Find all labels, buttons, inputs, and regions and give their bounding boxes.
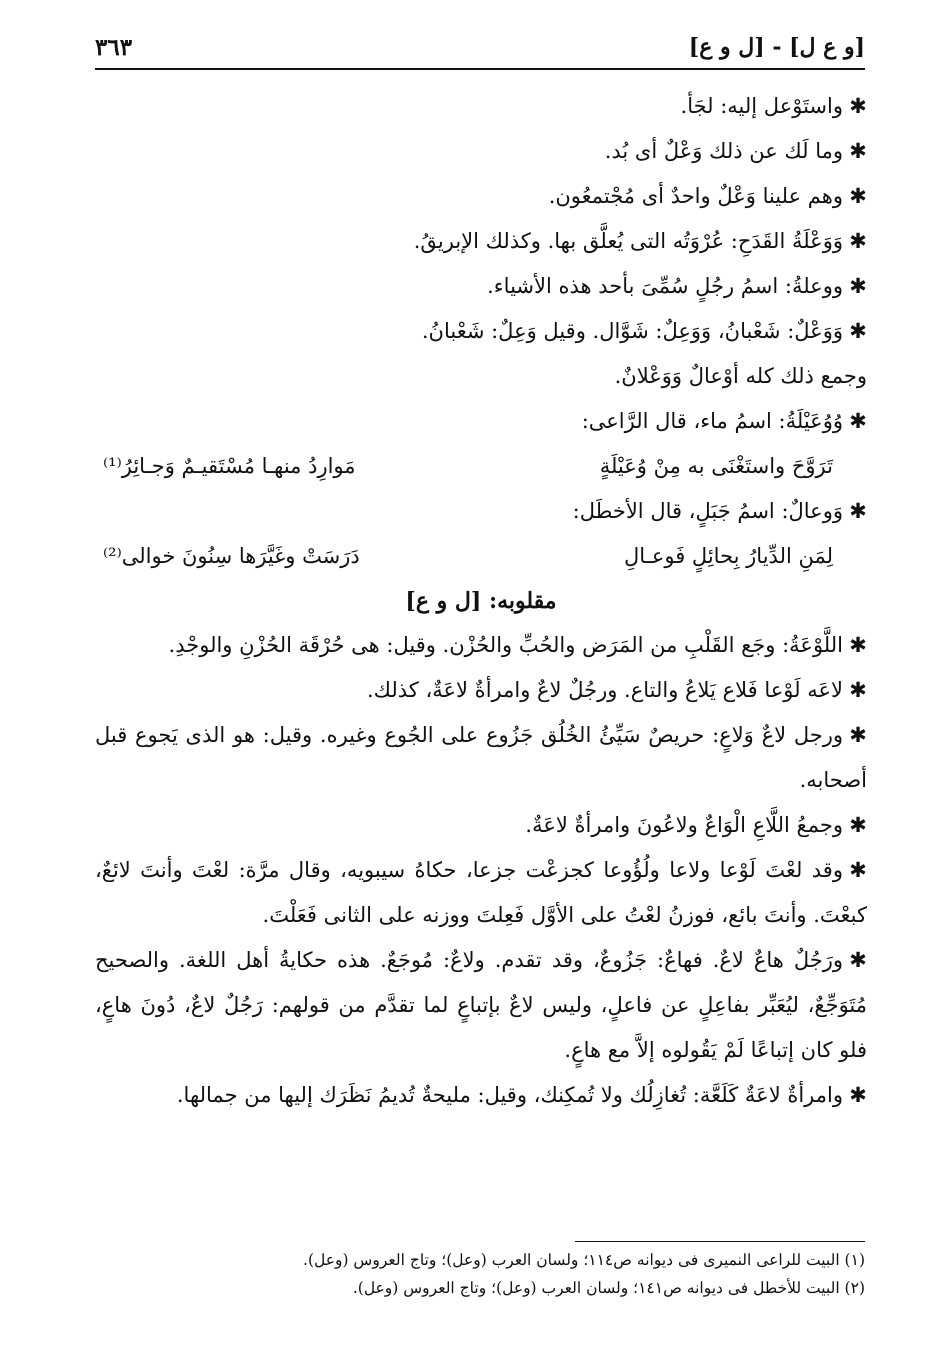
entry-text: وَوعالٌ: اسمُ جَبَلٍ، قال الأخطَل: [572, 499, 843, 523]
entry [95, 668, 867, 713]
entry-continuation [95, 354, 867, 399]
footnote: (٢) البيت للأخطل فى ديوانه ص١٤١؛ ولسان العرب (وعل)؛ وتاج العروس (وعل). [352, 1279, 865, 1297]
bullet-star-icon: ✱ [849, 139, 867, 163]
page-header [95, 28, 865, 68]
entry [95, 623, 867, 668]
entry-text: وقد لعْتَ لَوْعا ولاعا ولُؤُوعا كجزعْت جزعا، حكاهُ سيبويه، وقال مرَّة: لعْتَ وأنتَ لائعٌ، كبعْتَ. وأنتَ بائع، فوزنُ لعْتُ على الأوَّل فَعِلتَ ووزنه على الثانى فَعَلْتَ. [95, 858, 867, 927]
section-marker: [و ع ل] - [ل و ع] [688, 34, 865, 60]
entry [95, 399, 867, 444]
entry [95, 174, 867, 219]
entry-text: وامرأةٌ لاعَةٌ كَلَعَّة: تُغازِلُك ولا تُمكِنك، وقيل: مليحةٌ تُديمُ نَظَرَك إليها من جمالها. [176, 1083, 843, 1107]
entry [95, 264, 867, 309]
entry [95, 489, 867, 534]
entry-text: ووعلةُ: اسمُ رجُلٍ سُمِّىَ بأحد هذه الأشياء. [487, 274, 843, 298]
bullet-star-icon: ✱ [849, 633, 867, 657]
entry-text: وهم علينا وَعْلٌ واحدٌ أى مُجْتمعُون. [548, 184, 843, 208]
entry [95, 803, 867, 848]
entry-text: وجمع ذلك كله أوْعالٌ وَوَعْلانٌ. [614, 364, 867, 388]
verse-second-hemistich: دَرَسَتْ وغَيَّرَها سِنُونَ خوالى⁽²⁾ [103, 544, 360, 568]
entry-text: ورجل لاعٌ وَلاعٍ: حريصٌ سَيِّئُ الخُلُق جَزُوع على الجُوع وغيره. وقيل: هو الذى يَجوع قبل أصحابه. [95, 723, 867, 792]
entry [95, 848, 867, 938]
entry [95, 129, 867, 174]
header-divider [95, 68, 865, 70]
bullet-star-icon: ✱ [849, 409, 867, 433]
bullet-star-icon: ✱ [849, 678, 867, 702]
bullet-star-icon: ✱ [849, 319, 867, 343]
bullet-star-icon: ✱ [849, 813, 867, 837]
entry-text: وُوُعَيْلَةُ: اسمُ ماء، قال الرَّاعى: [581, 409, 843, 433]
entry-text: ورَجُلٌ هاعٌ لاعٌ. فهاعٌ: جَزُوعٌ، وقد تقدم. ولاعٌ: مُوجَعٌ. هذه حكايةُ أهل اللغة. والصحيح مُتَوَجِّعٌ، ليُعَبِّر بفاعِلٍ عن فاعلٍ، وليس لاعٌ بإتباعٍ لما تقدَّم من قولهم: رَجُلٌ لاعٌ، دُونَ هاعٍ، فلو كان إتباعًا لَمْ يَقُولوه إلاَّ مع هاعٍ. [95, 948, 867, 1062]
section-heading: مقلوبه: [ل و ع] [405, 588, 557, 614]
entry-text: اللَّوْعَةُ: وجَع القَلْبِ من المَرَض والحُبِّ والحُزْن. وقيل: هى حُرْقَة الحُزْنِ والوجْدِ. [168, 633, 843, 657]
bullet-star-icon: ✱ [849, 274, 867, 298]
footnote: (١) البيت للراعى النميرى فى ديوانه ص١١٤؛ ولسان العرب (وعل)؛ وتاج العروس (وعل). [303, 1251, 865, 1269]
verse-first-hemistich: تَرَوَّحَ واستَغْنَى به مِنْ وُعَيْلَةٍ [599, 454, 833, 478]
bullet-star-icon: ✱ [849, 499, 867, 523]
verse-second-hemistich: مَوارِدُ منهـا مُسْتَقيـمٌ وَجـائِرُ⁽¹⁾ [103, 454, 356, 478]
entry-text: وجمعُ اللَّاعِ الْوَاعٌ ولاعُونَ وامرأةٌ لاعَةٌ. [525, 813, 843, 837]
bullet-star-icon: ✱ [849, 948, 867, 972]
bullet-star-icon: ✱ [849, 229, 867, 253]
bullet-star-icon: ✱ [849, 858, 867, 882]
entry [95, 938, 867, 1073]
entry-text: وما لَك عن ذلك وَعْلٌ أى بُد. [604, 139, 843, 163]
entry [95, 309, 867, 354]
entry [95, 1073, 867, 1118]
bullet-star-icon: ✱ [849, 1083, 867, 1107]
footnote-divider [575, 1241, 865, 1242]
poem-verse [95, 534, 867, 579]
bullet-star-icon: ✱ [849, 94, 867, 118]
entry-text: وَوَعْلٌ: شَعْبانُ، وَوَعِلٌ: شَوَّال. وقيل وَعِلٌ: شَعْبانُ. [421, 319, 843, 343]
verse-first-hemistich: لِمَنِ الدِّيارُ بِحائِلٍ فَوعـالِ [624, 544, 833, 568]
entry [95, 219, 867, 264]
entry [95, 84, 867, 129]
bullet-star-icon: ✱ [849, 723, 867, 747]
entry-text: وَوَعْلَةُ القَدَحِ: عُرْوَتُه التى يُعلَّق بها. وكذلك الإبريقُ. [413, 229, 843, 253]
entry-text: واستَوْعل إليه: لجَأ. [680, 94, 843, 118]
entry [95, 713, 867, 803]
main-text [95, 84, 867, 1118]
poem-verse [95, 444, 867, 489]
page-number: ٣٦٣ [95, 34, 133, 61]
entry-text: لاعَه لَوْعا فَلاع يَلاعُ والتاع. ورجُلٌ لاعٌ وامرأةٌ لاعَةٌ، كذلك. [367, 678, 843, 702]
bullet-star-icon: ✱ [849, 184, 867, 208]
footnotes [95, 1246, 865, 1302]
